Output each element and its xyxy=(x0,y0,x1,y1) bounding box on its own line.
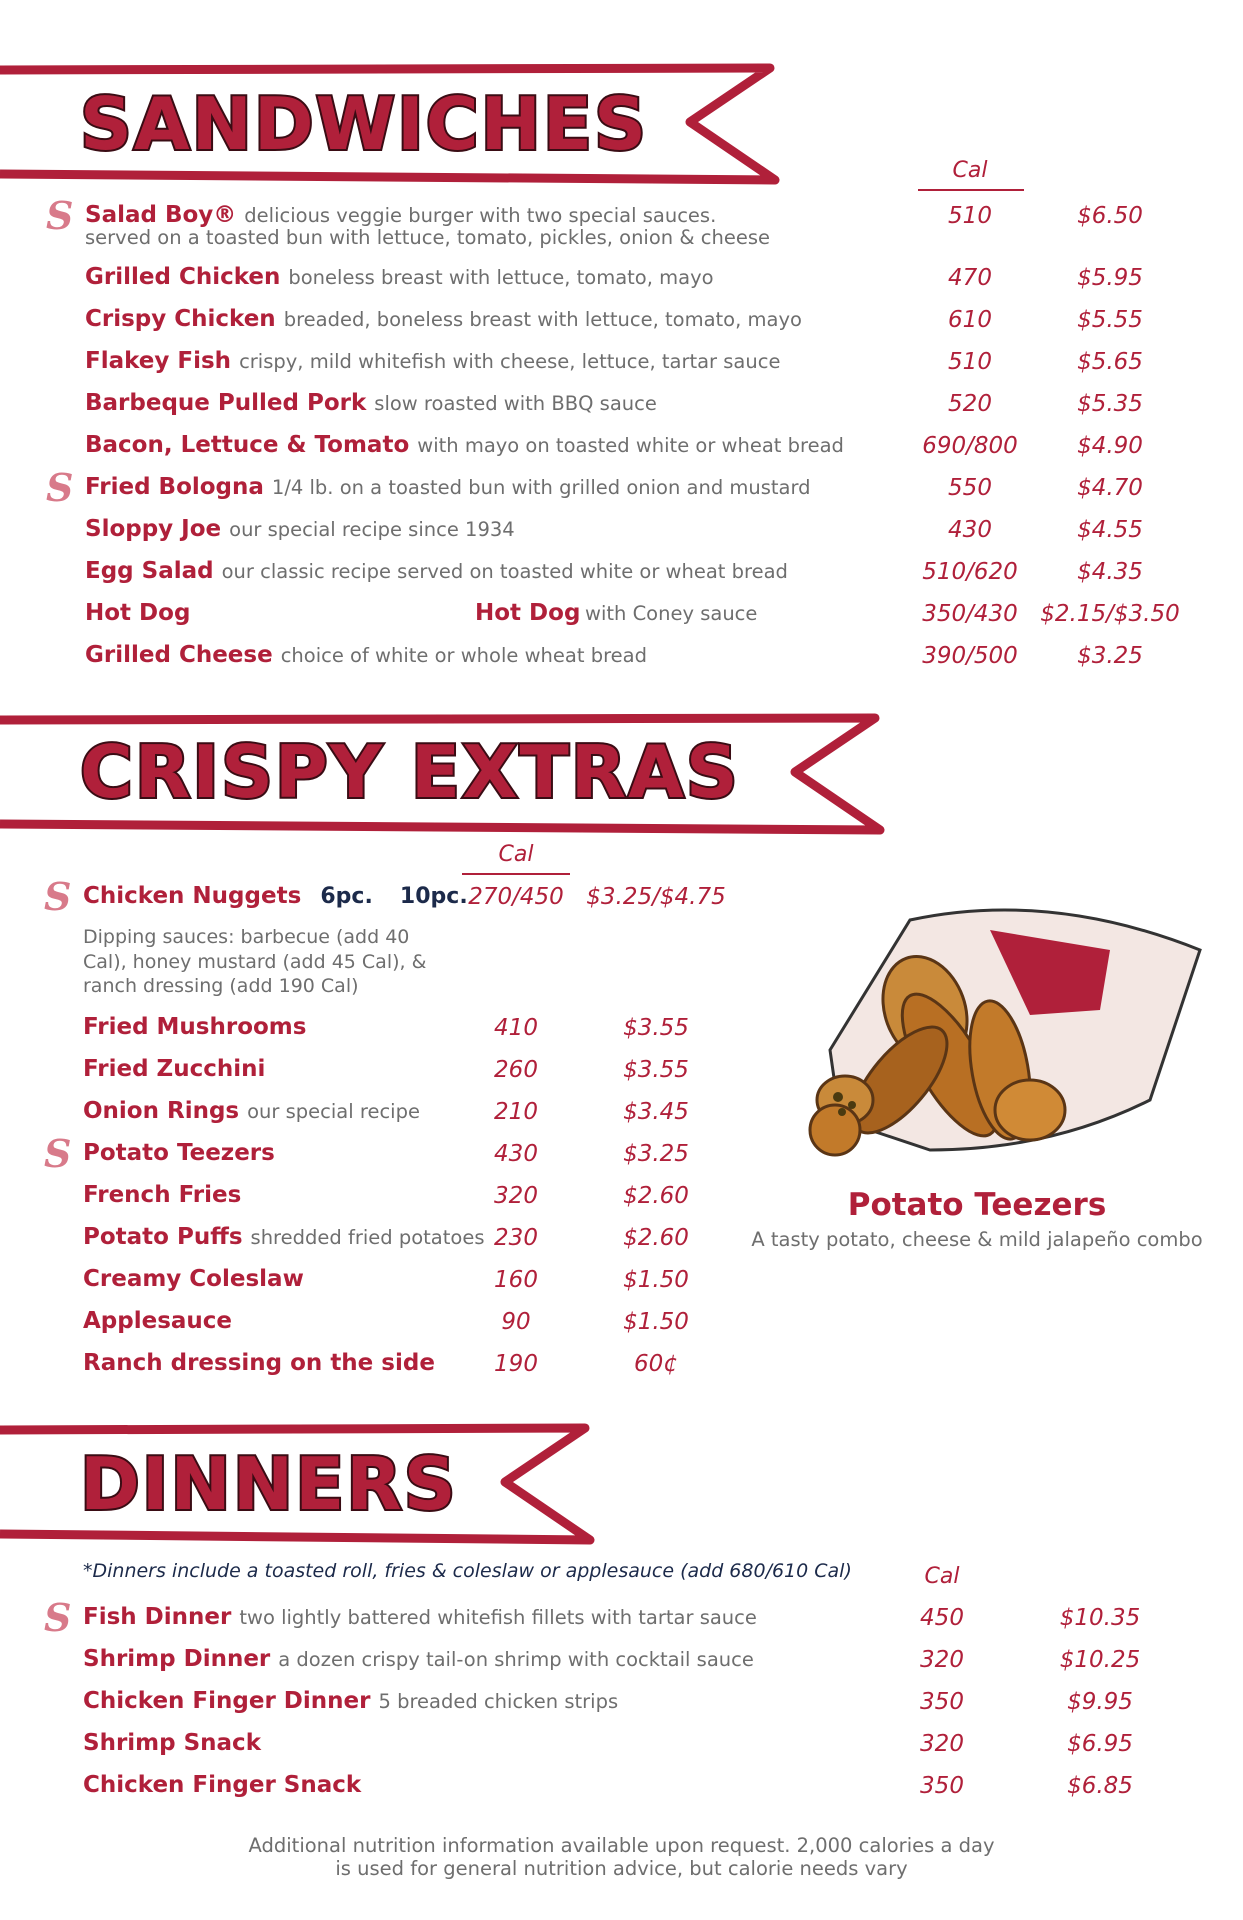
section-title-extras: CRISPY EXTRAS xyxy=(80,730,740,814)
menu-item xyxy=(83,1730,261,1756)
menu-item xyxy=(85,474,811,500)
item-name: Onion Rings xyxy=(83,1098,240,1124)
item-description: slow roasted with BBQ sauce xyxy=(374,392,657,415)
menu-item xyxy=(85,432,844,458)
item-price: $10.35 xyxy=(1059,1605,1141,1631)
dipping-sauces-note: Dipping sauces: barbecue (add 40 Cal), honey mustard (add 45 Cal), & ranch dressing (add 190 Cal) xyxy=(83,926,427,998)
dinners-banner xyxy=(0,1422,600,1547)
item-description: with mayo on toasted white or wheat bread xyxy=(417,434,844,457)
menu-item xyxy=(83,1350,435,1376)
brand-mark-icon: S xyxy=(44,1131,72,1176)
item-description: delicious veggie burger with two special sauces. xyxy=(244,204,717,227)
brand-mark-icon: S xyxy=(46,465,74,510)
option-6pc: 6pc. xyxy=(320,884,373,909)
item-calories: 550 xyxy=(948,475,992,501)
item-name: Fried Bologna xyxy=(85,474,264,500)
item-price: $4.70 xyxy=(1077,475,1143,501)
item-name: Egg Salad xyxy=(85,558,214,584)
item-calories: 510 xyxy=(948,203,992,229)
footer-line-1: Additional nutrition information available upon request. 2,000 calories a day xyxy=(248,1834,995,1857)
item-calories: 690/800 xyxy=(922,433,1018,459)
section-title-sandwiches: SANDWICHES xyxy=(80,82,648,166)
item-name: Potato Teezers xyxy=(83,1140,275,1166)
item-description: a dozen crispy tail-on shrimp with cocktail sauce xyxy=(278,1648,754,1671)
item-calories: 210 xyxy=(494,1099,538,1125)
menu-item xyxy=(83,1098,420,1124)
item-name: Flakey Fish xyxy=(85,348,232,374)
item-calories: 610 xyxy=(948,307,992,333)
item-price: $6.50 xyxy=(1077,203,1143,229)
menu-item xyxy=(83,1182,241,1208)
item-price: $1.50 xyxy=(623,1267,689,1293)
menu-item xyxy=(83,1688,618,1714)
menu-item xyxy=(83,1056,265,1082)
potato-teezers-illustration xyxy=(750,900,1220,1170)
item-price: $4.35 xyxy=(1077,559,1143,585)
item-calories: 90 xyxy=(501,1309,531,1335)
potato-teezers-image xyxy=(750,900,1220,1170)
item-price: $6.95 xyxy=(1067,1731,1133,1757)
item-price: $3.25 xyxy=(1077,643,1143,669)
menu-item-chicken-nuggets xyxy=(83,883,468,909)
item-name: Chicken Nuggets xyxy=(83,883,302,909)
sandwiches-cal-underline xyxy=(918,189,1024,191)
item-price: $10.25 xyxy=(1059,1647,1141,1673)
item-price: $3.55 xyxy=(623,1057,689,1083)
option-10pc: 10pc. xyxy=(399,884,468,909)
item-name: Chicken Finger Snack xyxy=(83,1772,362,1798)
item-name: Applesauce xyxy=(83,1308,233,1334)
item-price: $5.55 xyxy=(1077,307,1143,333)
item-description: crispy, mild whitefish with cheese, lettuce, tartar sauce xyxy=(239,350,781,373)
item-price: $2.60 xyxy=(623,1183,689,1209)
item-description: with Coney sauce xyxy=(585,602,758,625)
item-price: $2.15/$3.50 xyxy=(1040,601,1180,627)
item-name: Crispy Chicken xyxy=(85,306,276,332)
section-title-dinners: DINNERS xyxy=(80,1442,458,1526)
item-name: Hot Dog xyxy=(85,600,191,626)
item-price: $3.45 xyxy=(623,1099,689,1125)
item-calories: 260 xyxy=(494,1057,538,1083)
menu-item xyxy=(85,348,780,374)
feature-title: Potato Teezers xyxy=(847,1187,1107,1223)
item-calories: 320 xyxy=(494,1183,538,1209)
menu-item xyxy=(85,390,657,416)
item-calories: 350 xyxy=(920,1773,964,1799)
item-description: two lightly battered whitefish fillets with tartar sauce xyxy=(239,1606,757,1629)
item-name: Sloppy Joe xyxy=(85,516,222,542)
item-price: $5.35 xyxy=(1077,391,1143,417)
item-name: Potato Puffs xyxy=(83,1224,243,1250)
item-calories: 390/500 xyxy=(922,643,1018,669)
menu-item xyxy=(83,1646,754,1672)
item-calories: 160 xyxy=(494,1267,538,1293)
item-price: $2.60 xyxy=(623,1225,689,1251)
brand-mark-icon: S xyxy=(44,874,72,919)
item-name: French Fries xyxy=(83,1182,242,1208)
item-name: Salad Boy® xyxy=(85,202,237,228)
item-name: Shrimp Snack xyxy=(83,1730,261,1756)
item-description: our special recipe since 1934 xyxy=(229,518,515,541)
menu-item xyxy=(85,642,647,668)
item-description-line-2: served on a toasted bun with lettuce, tomato, pickles, onion & cheese xyxy=(85,226,770,249)
item-description: boneless breast with lettuce, tomato, mayo xyxy=(288,266,714,289)
item-name: Barbeque Pulled Pork xyxy=(85,390,367,416)
menu-item xyxy=(85,558,788,584)
item-price: $3.25/$4.75 xyxy=(586,884,726,910)
item-calories: 470 xyxy=(948,265,992,291)
menu-item xyxy=(83,1224,484,1250)
menu-item xyxy=(85,306,802,332)
extras-cal-header: Cal xyxy=(498,842,534,867)
brand-mark-icon: S xyxy=(44,1595,72,1640)
item-calories: 520 xyxy=(948,391,992,417)
sandwiches-cal-header: Cal xyxy=(952,158,988,183)
item-calories: 410 xyxy=(494,1015,538,1041)
item-description: 5 breaded chicken strips xyxy=(378,1690,619,1713)
sandwiches-banner xyxy=(0,62,790,187)
menu-item xyxy=(83,1604,757,1630)
item-description: 1/4 lb. on a toasted bun with grilled onion and mustard xyxy=(271,476,811,499)
item-price: $4.90 xyxy=(1077,433,1143,459)
item-calories: 350 xyxy=(920,1689,964,1715)
dinners-cal-header: Cal xyxy=(924,1564,960,1589)
item-price: $5.95 xyxy=(1077,265,1143,291)
menu-item xyxy=(85,516,515,542)
menu-item xyxy=(85,202,716,228)
menu-item xyxy=(83,1772,361,1798)
item-name: Grilled Chicken xyxy=(85,264,281,290)
item-name-secondary: Hot Dog xyxy=(475,600,581,626)
item-price: 60¢ xyxy=(634,1351,678,1377)
item-description: our classic recipe served on toasted white or wheat bread xyxy=(221,560,788,583)
footer-line-2: is used for general nutrition advice, but calorie needs vary xyxy=(335,1857,908,1880)
menu-item xyxy=(83,1308,232,1334)
item-description: shredded fried potatoes xyxy=(250,1226,485,1249)
item-name: Creamy Coleslaw xyxy=(83,1266,304,1292)
item-name: Shrimp Dinner xyxy=(83,1646,271,1672)
extras-banner xyxy=(0,712,890,837)
item-price: $9.95 xyxy=(1067,1689,1133,1715)
menu-item xyxy=(83,1266,304,1292)
item-description: breaded, boneless breast with lettuce, tomato, mayo xyxy=(283,308,802,331)
feature-subtitle: A tasty potato, cheese & mild jalapeño combo xyxy=(751,1228,1203,1251)
item-name: Fried Zucchini xyxy=(83,1056,266,1082)
item-calories: 510 xyxy=(948,349,992,375)
item-calories: 430 xyxy=(494,1141,538,1167)
item-price: $3.25 xyxy=(623,1141,689,1167)
item-name: Grilled Cheese xyxy=(85,642,273,668)
item-name: Chicken Finger Dinner xyxy=(83,1688,371,1714)
item-name: Ranch dressing on the side xyxy=(83,1350,435,1376)
item-name: Fried Mushrooms xyxy=(83,1014,307,1040)
item-calories: 450 xyxy=(920,1605,964,1631)
dinners-intro: *Dinners include a toasted roll, fries & coleslaw or applesauce (add 680/610 Cal) xyxy=(83,1560,852,1582)
item-price: $1.50 xyxy=(623,1309,689,1335)
item-name: Bacon, Lettuce & Tomato xyxy=(85,432,410,458)
item-price: $5.65 xyxy=(1077,349,1143,375)
extras-cal-underline xyxy=(462,873,570,875)
item-price: $6.85 xyxy=(1067,1773,1133,1799)
item-calories: 510/620 xyxy=(922,559,1018,585)
item-description: choice of white or whole wheat bread xyxy=(280,644,647,667)
item-name: Fish Dinner xyxy=(83,1604,232,1630)
item-calories: 320 xyxy=(920,1647,964,1673)
item-calories: 190 xyxy=(494,1351,538,1377)
item-price: $4.55 xyxy=(1077,517,1143,543)
menu-item xyxy=(83,1014,306,1040)
item-calories: 320 xyxy=(920,1731,964,1757)
menu-item xyxy=(83,1140,275,1166)
menu-item xyxy=(85,264,714,290)
menu-item xyxy=(85,600,758,626)
item-calories: 430 xyxy=(948,517,992,543)
item-calories: 230 xyxy=(494,1225,538,1251)
item-description: our special recipe xyxy=(247,1100,420,1123)
brand-mark-icon: S xyxy=(46,193,74,238)
item-price: $3.55 xyxy=(623,1015,689,1041)
item-calories: 350/430 xyxy=(922,601,1018,627)
item-calories: 270/450 xyxy=(468,884,564,910)
